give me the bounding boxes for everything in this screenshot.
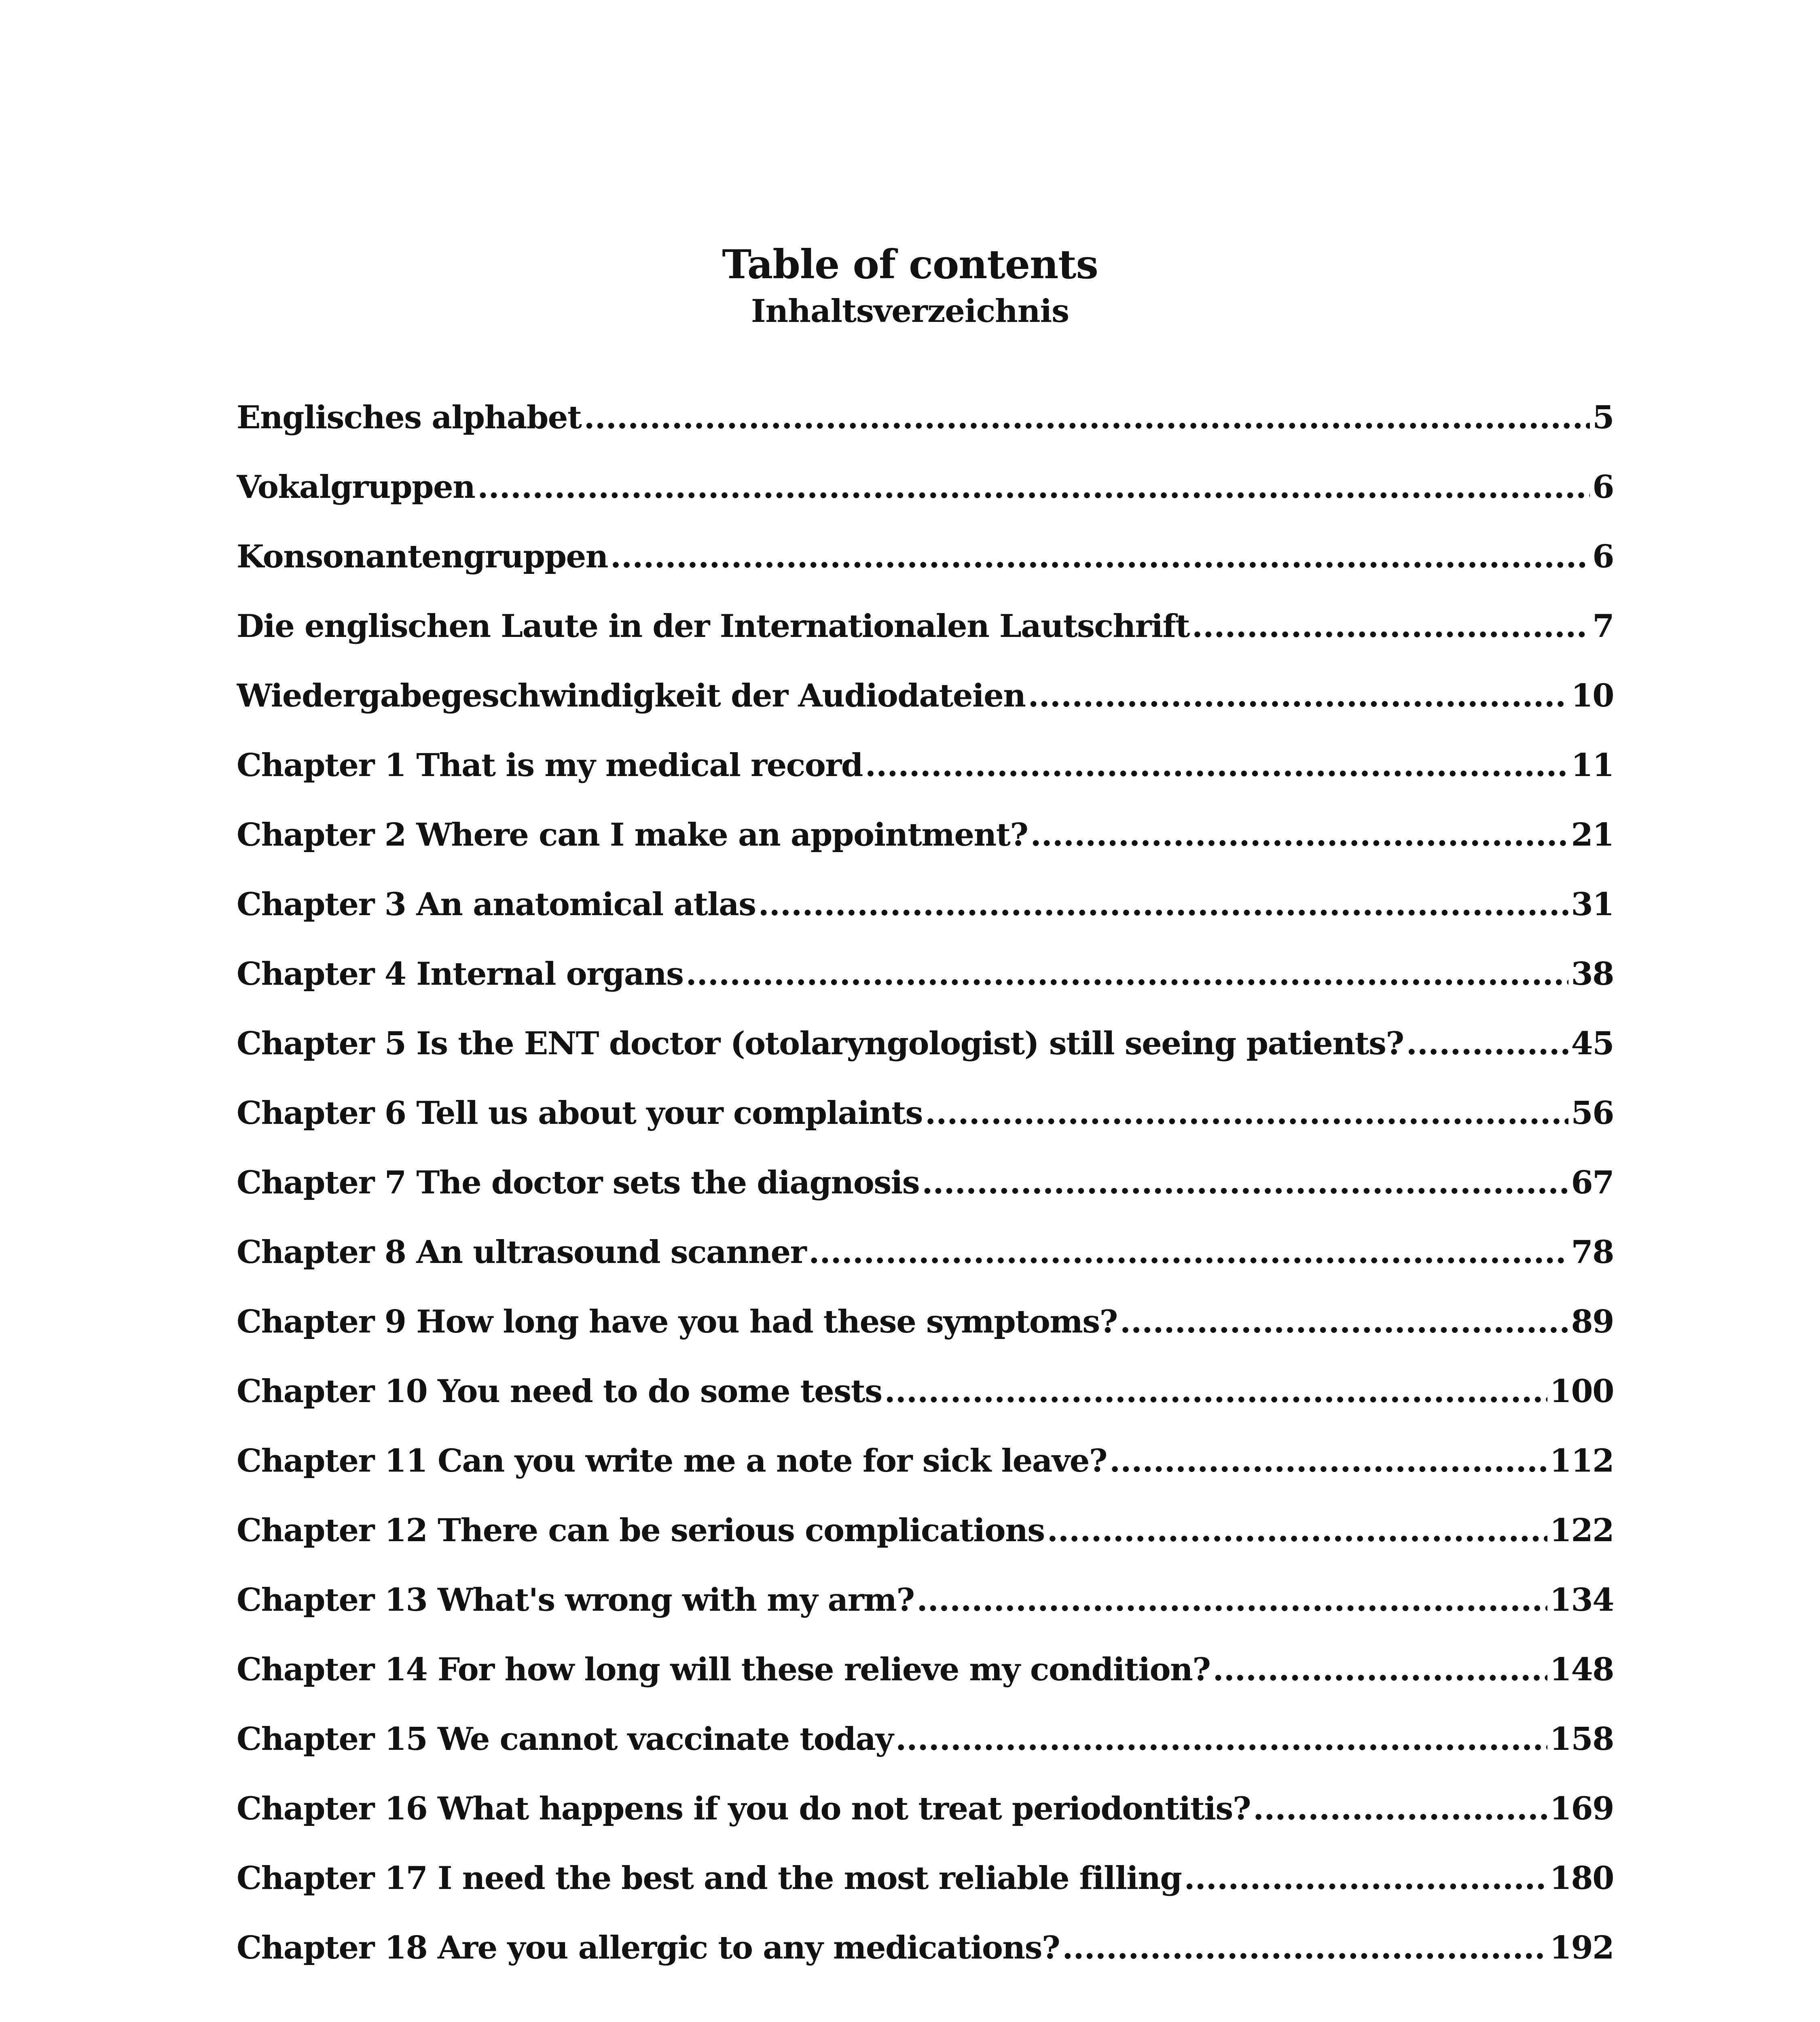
toc-entry[interactable] bbox=[237, 1233, 1614, 1303]
toc-entry-title: Konsonantengruppen bbox=[237, 538, 608, 575]
toc-entry[interactable] bbox=[237, 1650, 1614, 1720]
toc-entry-page: 100 bbox=[1549, 1373, 1614, 1410]
toc-entry-page: 89 bbox=[1571, 1303, 1614, 1340]
toc-entry-title: Die englischen Laute in der Internationalen Lautschrift bbox=[237, 608, 1189, 645]
toc-entry-title: Chapter 8 An ultrasound scanner bbox=[237, 1234, 806, 1271]
toc-entry-page: 11 bbox=[1571, 747, 1614, 784]
toc-entry-page: 122 bbox=[1549, 1512, 1614, 1549]
toc-entry[interactable] bbox=[237, 537, 1614, 607]
toc-entry-page: 21 bbox=[1571, 816, 1614, 853]
table-of-contents bbox=[237, 398, 1614, 1998]
toc-entry-title: Chapter 18 Are you allergic to any medications? bbox=[237, 1929, 1060, 1966]
toc-entry-page: 56 bbox=[1571, 1095, 1614, 1132]
toc-entry[interactable] bbox=[237, 1859, 1614, 1929]
toc-entry-page: 148 bbox=[1549, 1651, 1614, 1688]
toc-dot-leader bbox=[584, 398, 1590, 437]
toc-entry[interactable] bbox=[237, 1163, 1614, 1233]
toc-entry-page: 180 bbox=[1549, 1860, 1614, 1897]
toc-entry-title: Chapter 5 Is the ENT doctor (otolaryngologist) still seeing patients? bbox=[237, 1025, 1404, 1062]
toc-dot-leader bbox=[865, 746, 1569, 785]
toc-dot-leader bbox=[1062, 1929, 1547, 1967]
toc-entry-page: 192 bbox=[1549, 1929, 1614, 1966]
toc-entry-page: 158 bbox=[1549, 1721, 1614, 1758]
toc-dot-leader bbox=[610, 537, 1590, 576]
toc-entry[interactable] bbox=[237, 398, 1614, 468]
page-title: Table of contents bbox=[722, 241, 1098, 288]
toc-dot-leader bbox=[1047, 1511, 1547, 1550]
toc-dot-leader bbox=[1030, 816, 1568, 854]
toc-entry[interactable] bbox=[237, 677, 1614, 746]
toc-entry-page: 134 bbox=[1549, 1582, 1614, 1618]
toc-entry[interactable] bbox=[237, 468, 1614, 537]
toc-dot-leader bbox=[1109, 1442, 1547, 1481]
toc-entry[interactable] bbox=[237, 607, 1614, 677]
toc-entry-title: Chapter 11 Can you write me a note for sick leave? bbox=[237, 1442, 1107, 1479]
toc-entry-title: Chapter 2 Where can I make an appointment? bbox=[237, 816, 1028, 853]
toc-entry-page: 10 bbox=[1571, 677, 1614, 714]
toc-entry-title: Englisches alphabet bbox=[237, 399, 582, 436]
toc-entry-title: Chapter 1 That is my medical record bbox=[237, 747, 863, 784]
toc-dot-leader bbox=[1120, 1303, 1569, 1341]
toc-entry-title: Chapter 3 An anatomical atlas bbox=[237, 886, 756, 923]
toc-entry[interactable] bbox=[237, 1929, 1614, 1998]
toc-entry-title: Chapter 6 Tell us about your complaints bbox=[237, 1095, 923, 1132]
toc-entry-page: 6 bbox=[1592, 469, 1614, 506]
toc-entry[interactable] bbox=[237, 1720, 1614, 1789]
toc-dot-leader bbox=[1253, 1789, 1547, 1828]
toc-entry[interactable] bbox=[237, 1372, 1614, 1442]
toc-entry[interactable] bbox=[237, 1789, 1614, 1859]
toc-dot-leader bbox=[686, 955, 1569, 994]
toc-entry-page: 169 bbox=[1549, 1790, 1614, 1827]
toc-dot-leader bbox=[1184, 1859, 1547, 1898]
toc-entry[interactable] bbox=[237, 816, 1614, 885]
toc-dot-leader bbox=[477, 468, 1590, 507]
toc-entry-page: 45 bbox=[1571, 1025, 1614, 1062]
toc-entry[interactable] bbox=[237, 885, 1614, 955]
toc-dot-leader bbox=[808, 1233, 1568, 1272]
toc-entry-title: Chapter 12 There can be serious complications bbox=[237, 1512, 1045, 1549]
toc-entry[interactable] bbox=[237, 1442, 1614, 1511]
toc-entry[interactable] bbox=[237, 1094, 1614, 1163]
toc-dot-leader bbox=[1213, 1650, 1547, 1689]
toc-entry-title: Chapter 10 You need to do some tests bbox=[237, 1373, 882, 1410]
toc-entry-title: Chapter 13 What's wrong with my arm? bbox=[237, 1582, 914, 1618]
toc-entry[interactable] bbox=[237, 746, 1614, 816]
toc-entry-page: 112 bbox=[1549, 1442, 1614, 1479]
toc-dot-leader bbox=[1406, 1024, 1569, 1063]
toc-entry-title: Chapter 15 We cannot vaccinate today bbox=[237, 1721, 893, 1758]
toc-entry-page: 5 bbox=[1592, 399, 1614, 436]
toc-dot-leader bbox=[1028, 677, 1569, 715]
toc-entry-page: 38 bbox=[1571, 956, 1614, 992]
toc-entry-page: 31 bbox=[1571, 886, 1614, 923]
toc-dot-leader bbox=[895, 1720, 1547, 1759]
toc-dot-leader bbox=[1192, 607, 1590, 646]
toc-entry-page: 67 bbox=[1571, 1164, 1614, 1201]
toc-entry-title: Chapter 9 How long have you had these symptoms? bbox=[237, 1303, 1117, 1340]
toc-dot-leader bbox=[885, 1372, 1547, 1411]
toc-entry-title: Wiedergabegeschwindigkeit der Audiodateien bbox=[237, 677, 1026, 714]
toc-entry-title: Chapter 14 For how long will these relieve my condition? bbox=[237, 1651, 1211, 1688]
toc-entry[interactable] bbox=[237, 1511, 1614, 1581]
toc-dot-leader bbox=[925, 1094, 1568, 1133]
toc-entry-title: Chapter 16 What happens if you do not treat periodontitis? bbox=[237, 1790, 1251, 1827]
toc-dot-leader bbox=[758, 885, 1569, 924]
page-subtitle: Inhaltsverzeichnis bbox=[751, 293, 1069, 330]
toc-dot-leader bbox=[917, 1581, 1547, 1620]
toc-entry-title: Vokalgruppen bbox=[237, 469, 475, 506]
toc-entry[interactable] bbox=[237, 1024, 1614, 1094]
toc-entry-title: Chapter 4 Internal organs bbox=[237, 956, 684, 992]
toc-entry-page: 6 bbox=[1592, 538, 1614, 575]
toc-entry[interactable] bbox=[237, 955, 1614, 1024]
toc-entry-page: 78 bbox=[1571, 1234, 1614, 1271]
toc-dot-leader bbox=[922, 1163, 1568, 1202]
toc-entry[interactable] bbox=[237, 1581, 1614, 1650]
toc-entry[interactable] bbox=[237, 1303, 1614, 1372]
toc-entry-page: 7 bbox=[1592, 608, 1614, 645]
toc-entry-title: Chapter 17 I need the best and the most reliable filling bbox=[237, 1860, 1182, 1897]
toc-entry-title: Chapter 7 The doctor sets the diagnosis bbox=[237, 1164, 920, 1201]
